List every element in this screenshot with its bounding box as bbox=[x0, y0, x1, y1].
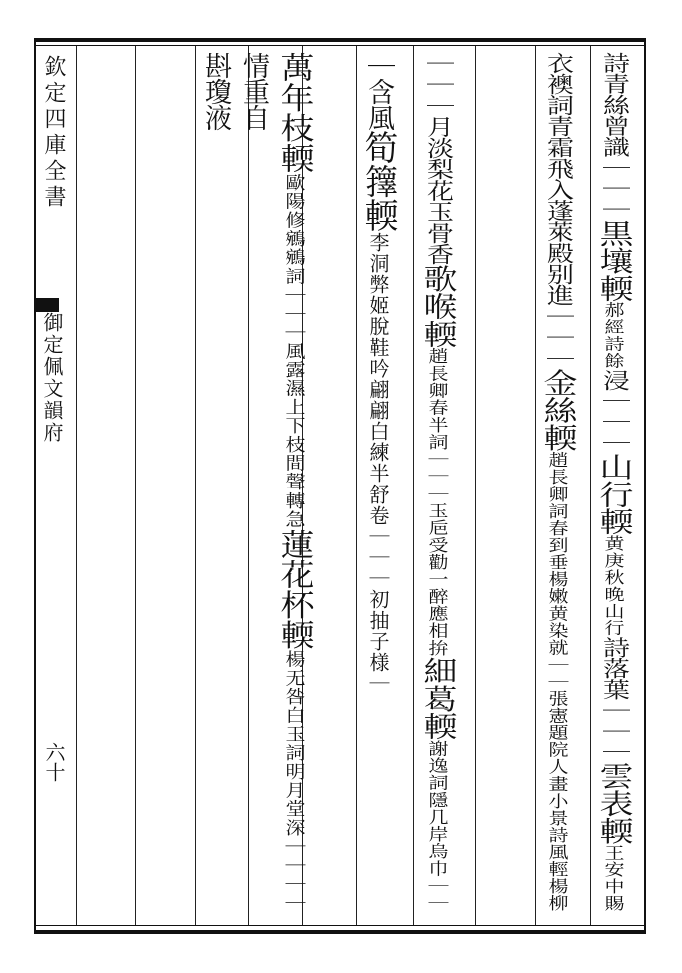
column-text: 李洞弊姬脫鞋吟翩翩白練 bbox=[366, 232, 390, 463]
column-text: ｜｜｜月淡 bbox=[422, 52, 453, 159]
bottom-border bbox=[34, 930, 646, 934]
text-column-5 bbox=[274, 52, 314, 912]
column-divider bbox=[356, 46, 357, 925]
column-text: 風露濕上下枝間聲轉急 bbox=[282, 341, 306, 529]
headword: 山行輭 bbox=[593, 452, 633, 535]
column-divider bbox=[195, 46, 196, 925]
column-text: 黄庚秋晚山行 bbox=[601, 535, 625, 637]
top-border-inner bbox=[34, 45, 646, 46]
headword: 雲表輭 bbox=[593, 762, 633, 845]
column-text: 歐陽修鵷鵷詞｜｜｜ bbox=[282, 173, 306, 342]
column-text: 張憲題院人畫小景詩風輕楊柳 bbox=[545, 690, 569, 912]
column-text: 王安中賜 bbox=[601, 844, 625, 912]
column-text: 初抽子様｜ bbox=[366, 589, 390, 694]
section-title: 御定佩文韻府 bbox=[40, 312, 64, 444]
column-divider bbox=[248, 46, 249, 925]
text-column-2 bbox=[537, 52, 577, 912]
column-text: 斟瓊液 bbox=[200, 52, 231, 130]
headword: 歌喉輭 bbox=[417, 264, 457, 348]
column-text: 半舒卷｜｜｜ bbox=[366, 463, 390, 589]
column-text: 楊无咎白玉詞明 bbox=[282, 649, 306, 781]
folio-number: 六十 bbox=[42, 742, 66, 782]
headword: 黒壤輭 bbox=[593, 219, 633, 302]
column-text: 詩落葉｜｜｜ bbox=[598, 636, 629, 763]
column-text: 浸｜｜｜ bbox=[598, 369, 629, 453]
column-text: 謝逸詞隱几 bbox=[425, 739, 449, 826]
column-text: ｜ bbox=[363, 52, 394, 78]
book-title: 欽定四庫全書 bbox=[41, 55, 66, 211]
right-border bbox=[644, 38, 646, 934]
column-text: 情重自 bbox=[238, 52, 269, 130]
text-column-4 bbox=[358, 52, 398, 694]
column-divider bbox=[590, 46, 591, 925]
text-column-1 bbox=[593, 52, 633, 912]
column-text: 識｜｜｜ bbox=[598, 135, 629, 220]
column-text: 郝經詩餘 bbox=[601, 301, 625, 370]
left-border bbox=[34, 38, 36, 934]
bottom-border-inner bbox=[34, 925, 646, 926]
text-column-3 bbox=[417, 52, 457, 912]
headword: 萬年枝輭 bbox=[274, 52, 314, 174]
column-text: 趙長卿詞春到垂楊嫩黄染就｜｜ bbox=[545, 451, 569, 691]
headword: 金絲輭 bbox=[537, 368, 577, 452]
headword: 蓮花杯輭 bbox=[274, 528, 314, 650]
column-divider bbox=[76, 46, 77, 925]
column-text: 萊殿别進｜｜｜ bbox=[542, 220, 573, 369]
column-divider bbox=[475, 46, 476, 925]
column-divider bbox=[135, 46, 136, 925]
column-text: 趙長卿春半詞｜｜｜ bbox=[425, 347, 449, 503]
column-divider bbox=[413, 46, 414, 925]
column-text: 岸烏巾｜｜ bbox=[425, 825, 449, 912]
column-text: 梨花玉骨香 bbox=[422, 158, 453, 265]
top-border bbox=[34, 38, 646, 42]
headword: 細葛輭 bbox=[417, 656, 457, 740]
text-column-7 bbox=[202, 52, 229, 130]
column-text: 月堂深｜｜｜｜ bbox=[282, 780, 306, 912]
column-text: 含風 bbox=[363, 78, 394, 130]
fish-tail-mark bbox=[35, 298, 59, 312]
column-divider bbox=[535, 46, 536, 925]
text-column-6 bbox=[240, 52, 267, 130]
column-text: 詩青絲曾 bbox=[598, 52, 629, 136]
headword: 筍籜輭 bbox=[358, 130, 398, 232]
column-text: 玉巵受勸一醉應相拚 bbox=[425, 502, 449, 657]
column-text: 衣襖詞青霜飛入蓬 bbox=[542, 52, 573, 221]
